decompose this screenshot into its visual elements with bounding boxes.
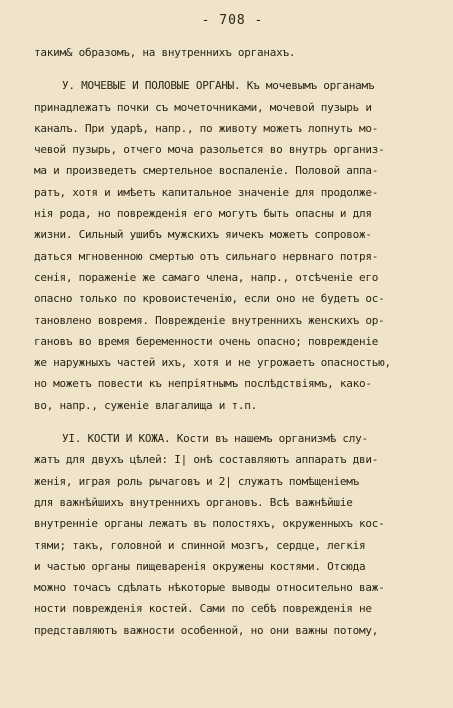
text-line: опасно только по кровоистеченію, если оно не будетъ ос- bbox=[34, 292, 385, 306]
text-line: женія, играя роль рычаговъ и 2| служатъ помѣщеніемъ bbox=[34, 474, 360, 488]
text-line: тями; такъ, головной и спинной мозгъ, сердце, легкія bbox=[34, 538, 366, 552]
text-line: таким& образомъ, на внутреннихъ органахъ. bbox=[34, 46, 296, 59]
text-line: тановлено вовремя. Поврежденіе внутреннихъ женскихъ ор- bbox=[34, 313, 385, 327]
text-line: ма и произведетъ смертельное воспаленіе. Половой аппа- bbox=[34, 164, 379, 178]
text-line: каналъ. При ударѣ, напр., по животу можетъ лопнуть мо- bbox=[34, 121, 379, 135]
text-line: чевой пузырь, отчего моча разольется во внутрь организ- bbox=[34, 143, 385, 157]
text-line: и частью органы пищеваренія окружены костями. Отсюда bbox=[34, 559, 366, 573]
text-line: принадлежатъ почки съ мочеточниками, мочевой пузырь и bbox=[34, 100, 372, 114]
paragraph-gap bbox=[34, 63, 431, 75]
text-line: У. МОЧЕВЫЕ И ПОЛОВЫЕ ОРГАНЫ. Къ мочевымъ органамъ bbox=[62, 79, 375, 93]
text-line: даться мгновенною смертью отъ сильнаго нервнаго потря- bbox=[34, 249, 379, 263]
text-line: сенія, пораженіе же самаго члена, напр., отсѣченіе его bbox=[34, 270, 379, 284]
text-line: представляютъ важности особенной, но они важны потому, bbox=[34, 623, 379, 637]
text-line: для важнѣйшихъ внутреннихъ органовъ. Всѣ важнѣйшіе bbox=[34, 495, 353, 509]
text-line: ности поврежденія костей. Сами по себѣ поврежденія не bbox=[34, 602, 372, 616]
text-line: нія рода, но поврежденія его могутъ быть опасны и для bbox=[34, 207, 372, 221]
page-number: - 708 - bbox=[201, 13, 264, 28]
text-line: жизни. Сильный ушибъ мужскихъ яичекъ можетъ сопровож- bbox=[34, 228, 372, 242]
text-line: ратъ, хотя и имѣетъ капитальное значеніе для продолже- bbox=[34, 185, 379, 199]
text-line: можно точасъ сдѣлать нѣкоторые выводы относительно важ- bbox=[34, 581, 385, 595]
paragraph-gap bbox=[34, 416, 431, 428]
paragraph-continuation bbox=[34, 42, 431, 63]
text-line: жатъ для двухъ цѣлей: I| онѣ составляютъ аппаратъ дви- bbox=[34, 453, 379, 467]
text-line: гановъ во время беременности очень опасно; поврежденіе bbox=[34, 334, 379, 348]
text-line: внутренніе органы лежатъ въ полостяхъ, окруженныхъ кос- bbox=[34, 517, 385, 531]
text-line: УI. КОСТИ И КОЖА. Кости въ нашемъ организмѣ слу- bbox=[62, 432, 368, 446]
text-line: же наружныхъ частей ихъ, хотя и не угрожаетъ опасностью, bbox=[34, 356, 391, 370]
text-line: во, напр., суженіе влагалища и т.п. bbox=[34, 398, 258, 412]
paragraph-urinary-genital-organs bbox=[34, 75, 431, 416]
paragraph-bones-skin bbox=[34, 428, 431, 641]
text-line: но можетъ повести къ непріятнымъ послѣдствіямъ, како- bbox=[34, 377, 372, 391]
